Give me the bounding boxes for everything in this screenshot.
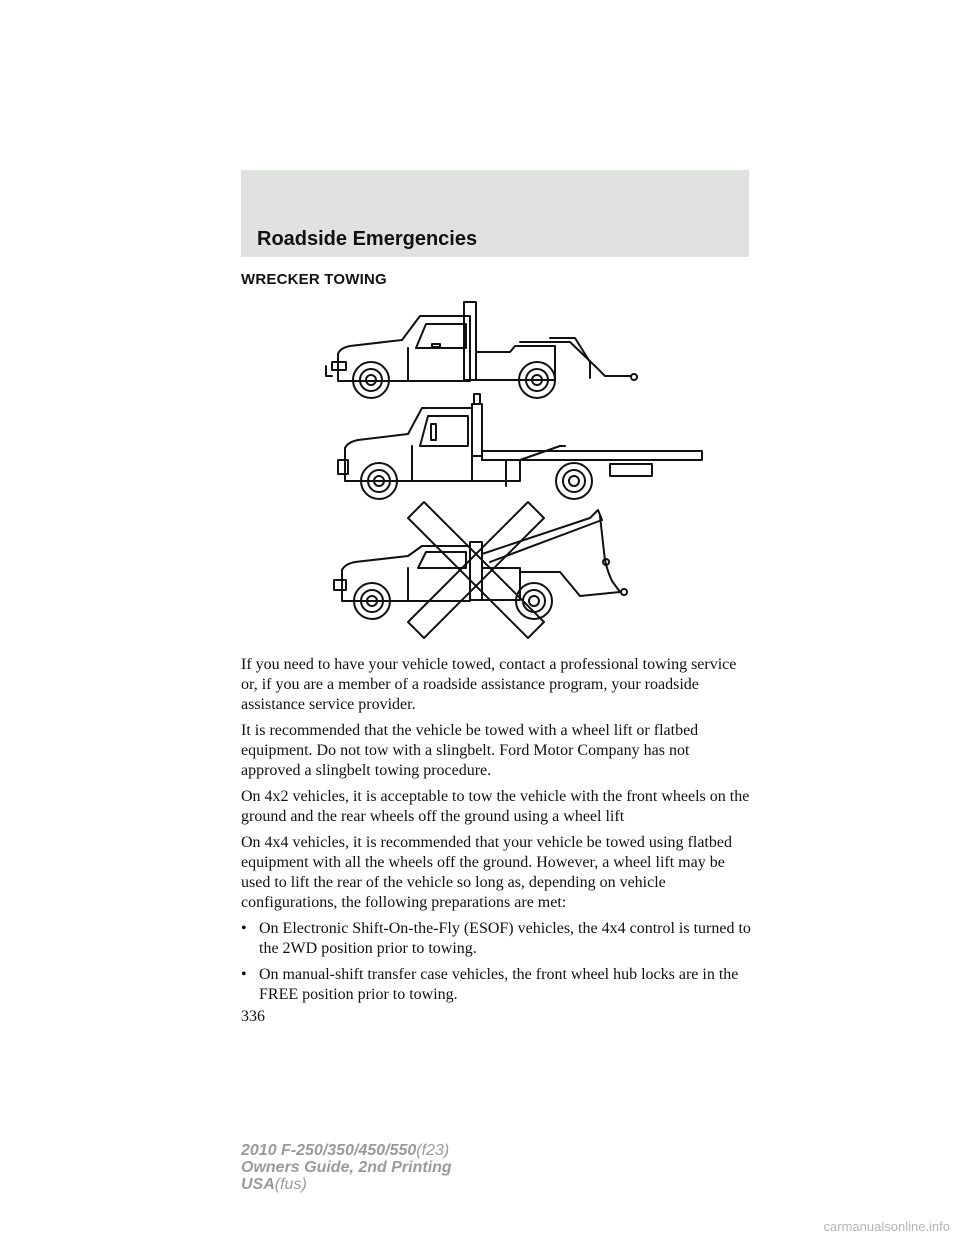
- bullet-item: [241, 919, 751, 959]
- footer-model-code: (f23): [416, 1142, 450, 1159]
- flatbed-tow-truck: [338, 394, 702, 499]
- body-text: [241, 655, 751, 1027]
- section-heading: WRECKER TOWING: [241, 271, 387, 288]
- paragraph: If you need to have your vehicle towed, contact a professional towing service or, if you are a member of a roadside assistance program, your roadside assistance service provider.: [241, 656, 737, 713]
- bullet-item: [241, 965, 751, 1005]
- wheel-lift-tow-truck: [326, 302, 637, 398]
- footer-line-2: Owners Guide, 2nd Printing: [241, 1159, 452, 1176]
- print-footer: [241, 1142, 452, 1193]
- prohibited-x-icon: [408, 502, 544, 638]
- towing-methods-illustration: [320, 296, 720, 646]
- bullet-text: On manual-shift transfer case vehicles, the front wheel hub locks are in the FREE position prior to towing.: [259, 966, 739, 1003]
- watermark: carmanualsonline.info: [823, 1219, 950, 1234]
- paragraph: On 4x2 vehicles, it is acceptable to tow the vehicle with the front wheels on the ground and the rear wheels off the ground using a wheel lift: [241, 788, 750, 825]
- bullet-icon: •: [241, 920, 247, 937]
- footer-model: 2010 F-250/350/450/550: [241, 1142, 417, 1159]
- footer-market: USA: [241, 1176, 275, 1193]
- bullet-list: [241, 919, 751, 1005]
- bullet-icon: •: [241, 966, 247, 983]
- chapter-title: Roadside Emergencies: [257, 228, 478, 250]
- paragraph: On 4x4 vehicles, it is recommended that your vehicle be towed using flatbed equipment with all the wheels off the ground. However, a wheel lift may be used to lift the rear of the vehicle so long as, depending on vehicle configurations, the following preparations are met:: [241, 834, 732, 911]
- footer-market-code: (fus): [274, 1176, 307, 1193]
- paragraph: It is recommended that the vehicle be towed with a wheel lift or flatbed equipment. Do not tow with a slingbelt. Ford Motor Company has not approved a slingbelt towing procedure.: [241, 722, 699, 779]
- header-band: [241, 170, 749, 257]
- footer-line-1: [241, 1142, 452, 1159]
- footer-line-3: [241, 1176, 452, 1193]
- page-number: 336: [241, 1008, 265, 1025]
- slingbelt-tow-truck-crossed-out: [334, 502, 627, 638]
- bullet-text: On Electronic Shift-On-the-Fly (ESOF) vehicles, the 4x4 control is turned to the 2WD position prior to towing.: [259, 920, 751, 957]
